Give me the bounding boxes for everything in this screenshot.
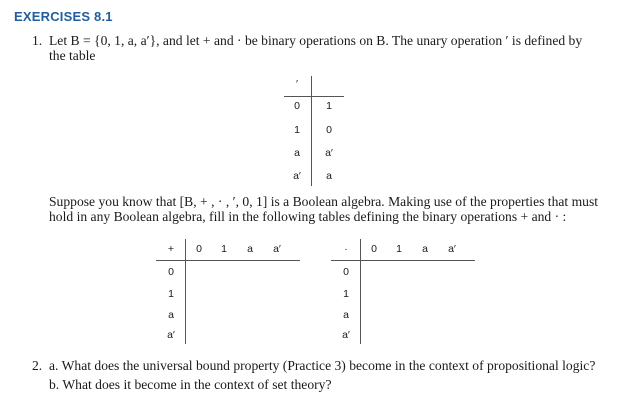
exercise-1-line-2: the table: [49, 48, 96, 63]
plus-table-row-header: a: [168, 309, 174, 321]
plus-table-divider-horizontal: [156, 260, 300, 261]
times-table-col-header: a: [422, 243, 428, 255]
times-table-operator: ·: [344, 243, 348, 255]
plus-table-operator: +: [167, 243, 175, 255]
unary-header: ′: [296, 78, 298, 90]
times-table-col-header: 0: [371, 243, 377, 255]
exercise-1-paragraph-2: hold in any Boolean algebra, fill in the following tables defining the binary operations + and · :: [49, 209, 567, 224]
plus-table-row-header: a′: [167, 329, 175, 341]
unary-cell: a: [294, 147, 300, 159]
exercise-2-number: 2.: [32, 358, 43, 373]
times-table-row-header: a′: [342, 329, 350, 341]
plus-table-row-header: 0: [168, 266, 174, 278]
unary-cell: 0: [294, 100, 300, 112]
unary-table: [284, 76, 344, 186]
exercise-2-part-b: b. What does it become in the context of set theory?: [49, 377, 332, 392]
plus-table-col-header: a′: [273, 243, 281, 255]
plus-table-col-header: 0: [196, 243, 202, 255]
plus-table-col-header: 1: [221, 243, 227, 255]
plus-table-divider-vertical: [185, 239, 186, 344]
plus-table: [156, 239, 300, 344]
unary-cell: 1: [326, 100, 332, 112]
unary-cell: a: [326, 170, 332, 182]
times-table-col-header: a′: [448, 243, 456, 255]
times-table: [331, 239, 475, 344]
times-table-row-header: a: [343, 309, 349, 321]
unary-cell: 1: [294, 124, 300, 136]
exercise-1-number: 1.: [32, 33, 43, 48]
exercise-1-line-1: Let B = {0, 1, a, a′}, and let + and · be binary operations on B. The unary operation ′ is defined by: [49, 33, 583, 48]
times-table-row-header: 1: [343, 288, 349, 300]
exercises-heading: EXERCISES 8.1: [14, 9, 113, 24]
exercise-2-part-a: a. What does the universal bound property (Practice 3) become in the context of propositional logic?: [49, 358, 596, 373]
unary-divider-horizontal: [284, 96, 344, 97]
times-table-divider-horizontal: [331, 260, 475, 261]
plus-table-row-header: 1: [168, 288, 174, 300]
times-table-col-header: 1: [396, 243, 402, 255]
times-table-row-header: 0: [343, 266, 349, 278]
unary-divider-vertical: [311, 76, 312, 186]
times-table-divider-vertical: [360, 239, 361, 344]
unary-cell: a′: [325, 147, 333, 159]
unary-cell: a′: [293, 170, 301, 182]
exercise-1-paragraph-1: Suppose you know that [B, + , · , ′, 0, 1] is a Boolean algebra. Making use of the properties that must: [49, 194, 599, 209]
unary-cell: 0: [326, 124, 332, 136]
plus-table-col-header: a: [247, 243, 253, 255]
